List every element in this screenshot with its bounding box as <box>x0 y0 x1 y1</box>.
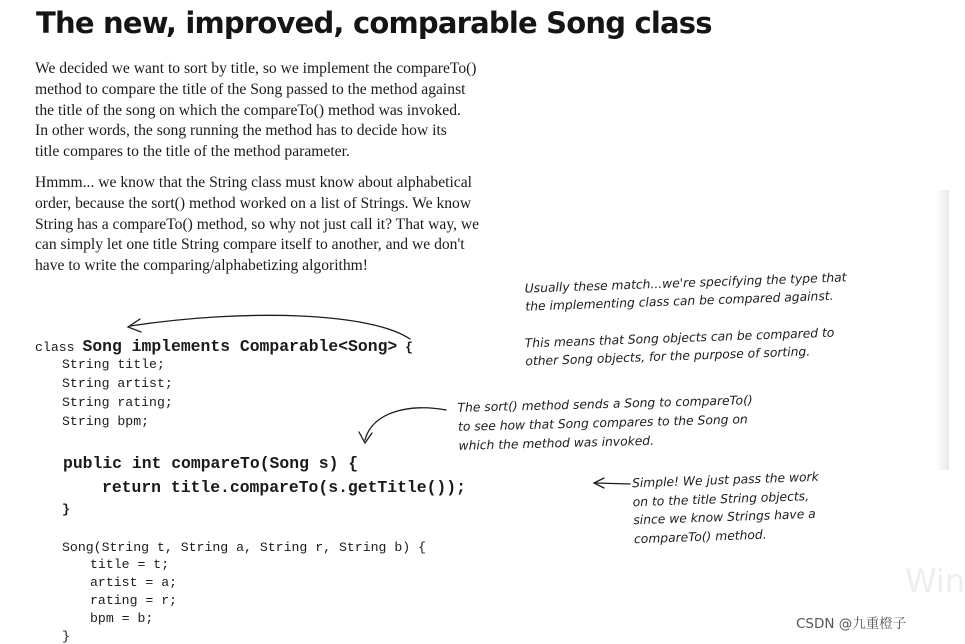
paragraph-line: We decided we want to sort by title, so we implement the compareTo() <box>35 60 477 77</box>
paragraph-line: Hmmm... we know that the String class must know about alphabetical <box>35 174 472 191</box>
class-keyword: class <box>35 340 83 355</box>
compareto-body: return title.compareTo(s.getTitle()); <box>102 478 466 497</box>
arrow-to-song-type <box>130 315 410 339</box>
field-line: String artist; <box>62 376 173 391</box>
constructor-line: title = t; <box>90 557 170 572</box>
class-open-brace: { <box>397 340 414 355</box>
annotation-type-match: Usually these match...we're specifying the type that the implementing class can be compared against. <box>524 270 847 314</box>
constructor-line: bpm = b; <box>90 611 154 626</box>
field-line: String bpm; <box>62 414 150 429</box>
paragraph-line: title compares to the title of the method parameter. <box>35 143 350 161</box>
annotation-simple: Simple! We just pass the work on to the title String objects, since we know Strings have a compareTo() method. <box>631 469 819 546</box>
annotation-sort-sends: The sort() method sends a Song to compareTo() to see how that Song compares to the Song on which the method was invoked. <box>457 393 753 453</box>
csdn-watermark: CSDN @九重橙子 <box>796 612 906 632</box>
annotation-compared-to-songs: This means that Song objects can be compared to other Song objects, for the purpose of sorting. <box>524 325 835 369</box>
paragraph-line: the title of the song on which the compareTo() method was invoked. <box>35 101 461 119</box>
page-title: The new, improved, comparable Song class <box>36 6 712 40</box>
edge-shading <box>935 190 949 470</box>
paragraph-line: String has a compareTo() method, so why not just call it? That way, we <box>35 215 480 233</box>
paragraph-line: have to write the comparing/alphabetizing algorithm! <box>35 257 368 275</box>
arrow-to-parameter <box>365 408 446 440</box>
arrow-to-compareto-call <box>596 483 630 484</box>
compareto-signature: public int compareTo(Song s) { <box>63 454 359 473</box>
paragraph-line: In other words, the song running the method has to decide how its <box>35 122 447 140</box>
field-line: String rating; <box>62 395 173 410</box>
paragraph-line: can simply let one title String compare itself to another, and we don't <box>35 236 465 254</box>
method-close-brace: } <box>62 502 70 517</box>
background-faint-text: Win <box>905 562 965 600</box>
field-line: String title; <box>62 357 165 372</box>
class-signature: Song implements Comparable<Song> <box>82 337 398 356</box>
paragraph-line: order, because the sort() method worked on a list of Strings. We know <box>35 194 472 212</box>
constructor-line: artist = a; <box>90 575 178 590</box>
paragraph-line: method to compare the title of the Song passed to the method against <box>35 80 466 98</box>
constructor-signature: Song(String t, String a, String r, String b) { <box>62 540 427 555</box>
constructor-close-brace: } <box>62 629 70 644</box>
constructor-line: rating = r; <box>90 593 178 608</box>
